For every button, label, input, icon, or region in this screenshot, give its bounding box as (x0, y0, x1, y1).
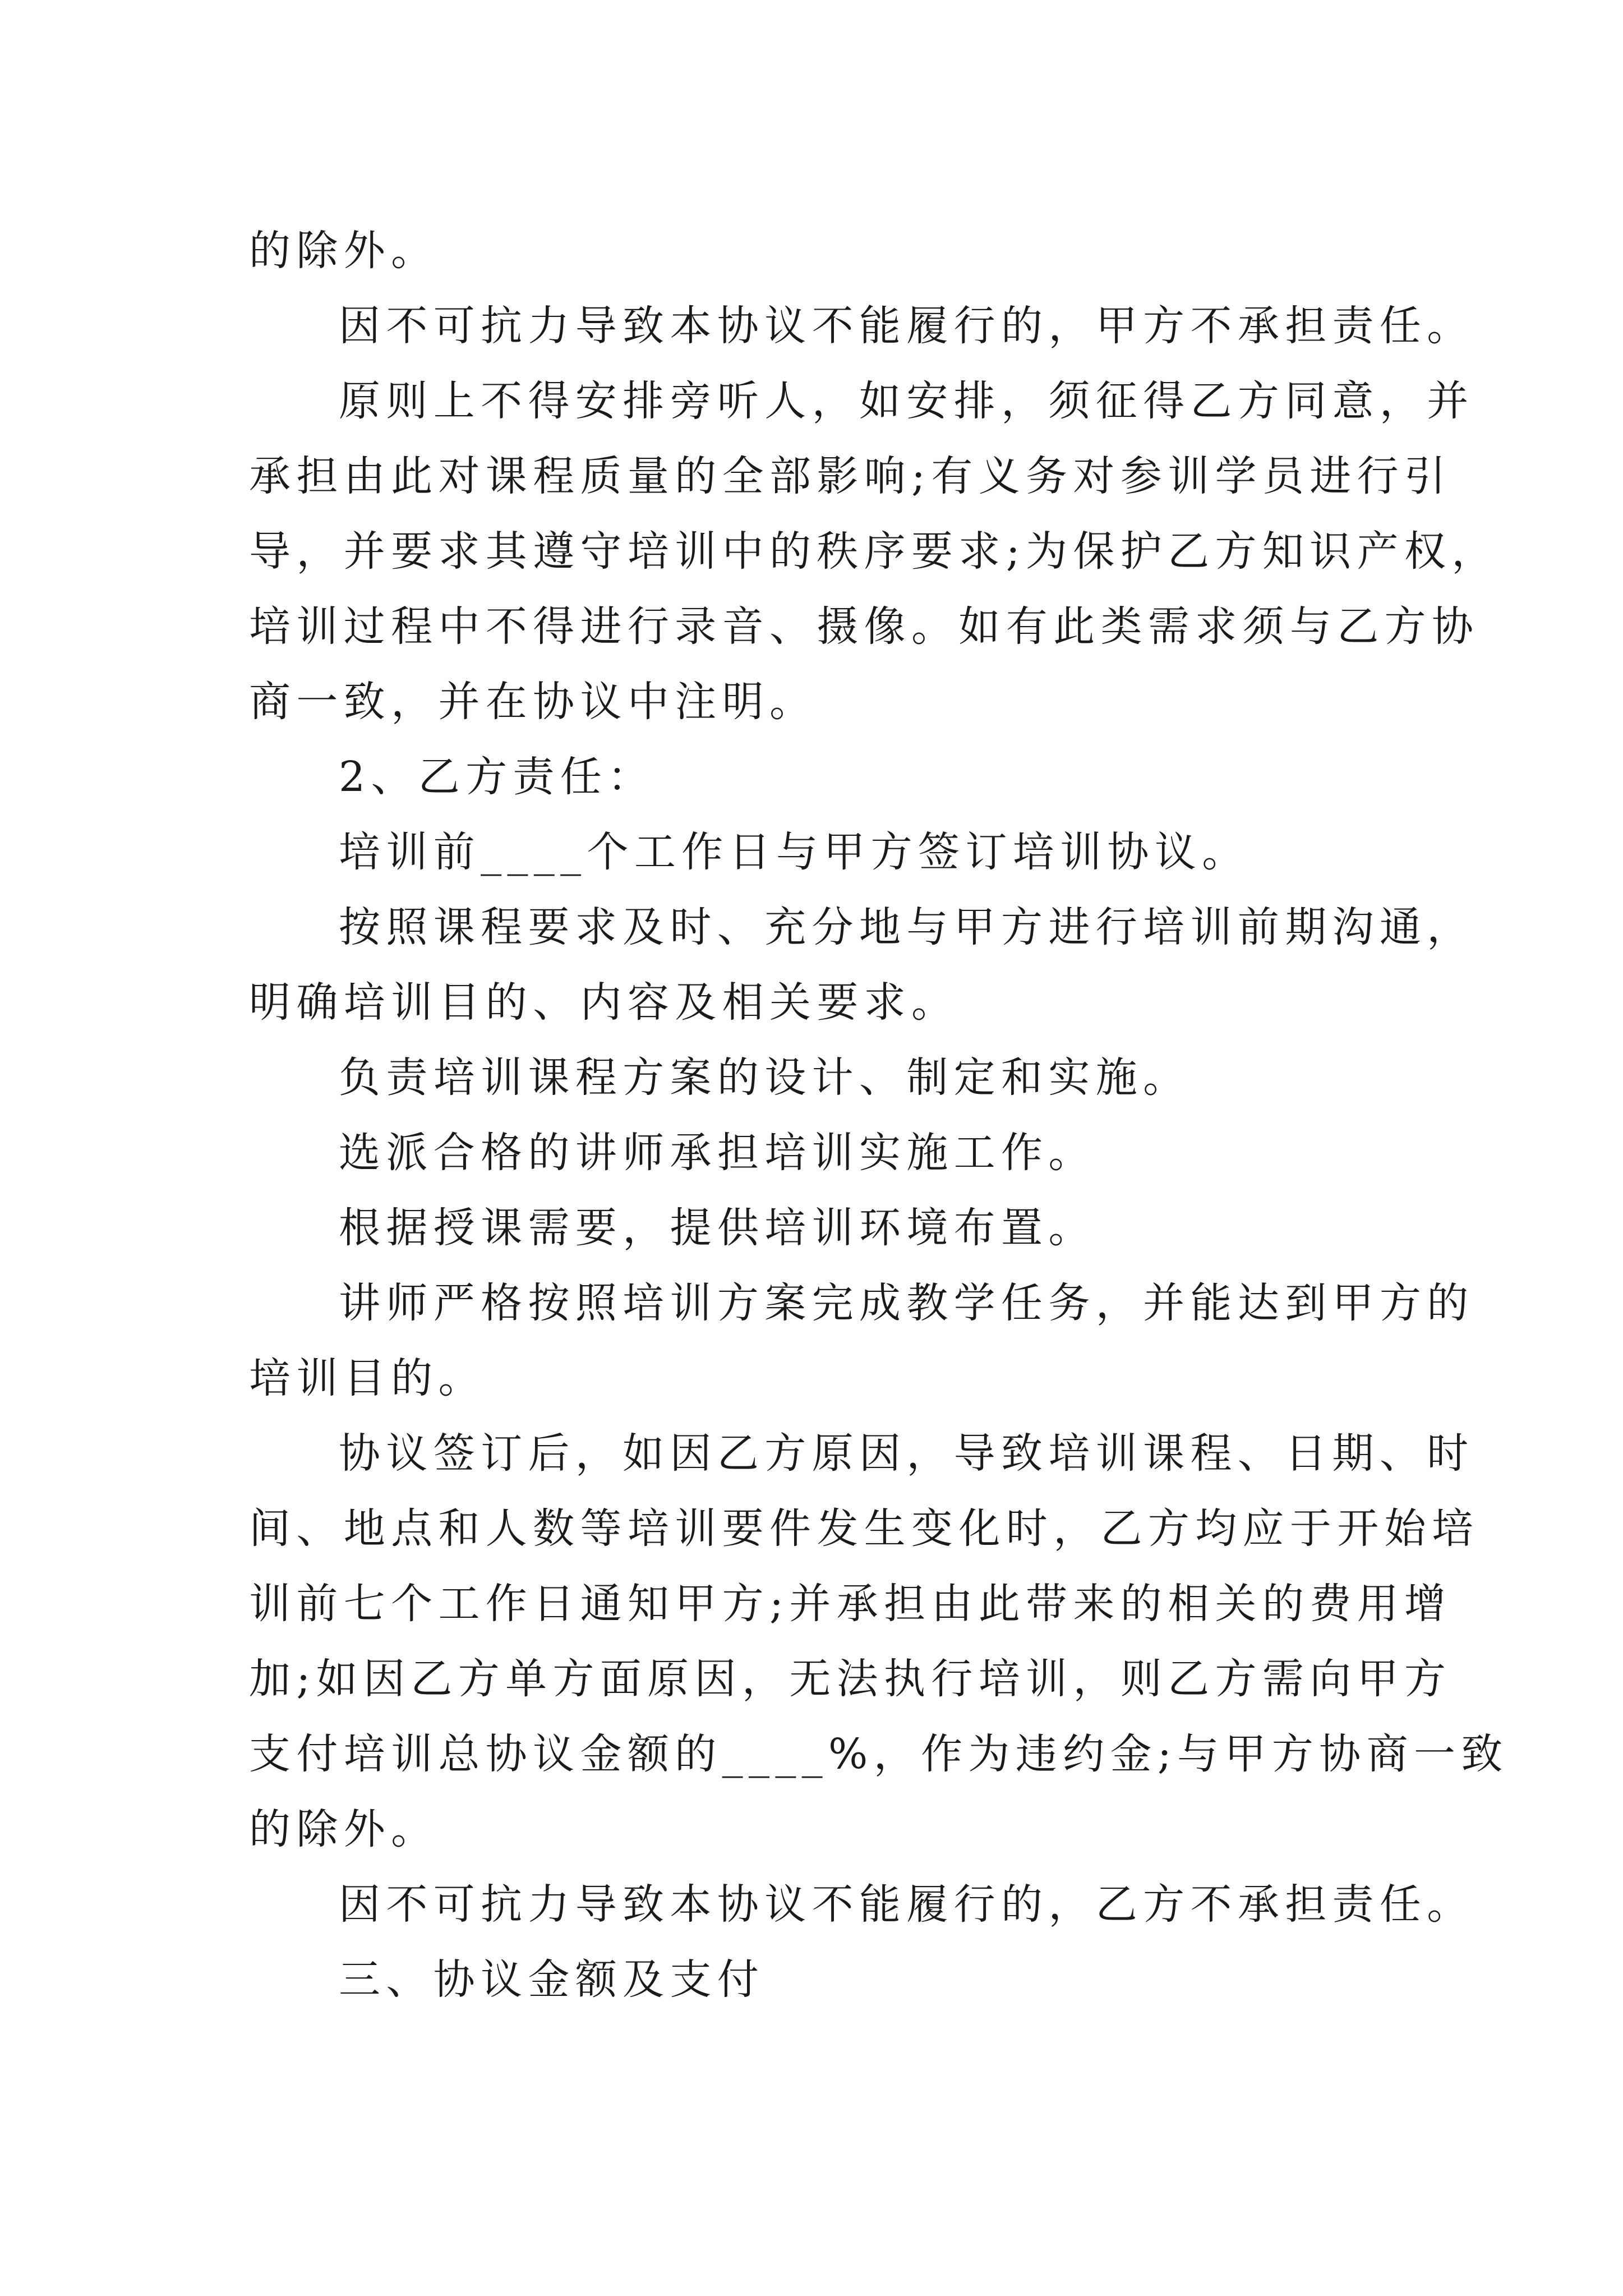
text-line: 原则上不得安排旁听人，如安排，须征得乙方同意，并 (339, 377, 1474, 425)
text-line: 的除外。 (249, 1805, 439, 1853)
section-heading: 2、乙方责任： (339, 753, 655, 801)
text-line: 支付培训总协议金额的____%，作为违约金;与甲方协商一致 (249, 1730, 1509, 1778)
section-heading: 三、协议金额及支付 (339, 1955, 765, 2004)
text-line: 的除外。 (249, 227, 439, 275)
text-line: 培训过程中不得进行录音、摄像。如有此类需求须与乙方协 (249, 602, 1479, 651)
text-line: 明确培训目的、内容及相关要求。 (249, 978, 959, 1027)
text-line: 承担由此对课程质量的全部影响;有义务对参训学员进行引 (249, 452, 1452, 500)
text-line: 培训目的。 (249, 1354, 486, 1402)
text-line: 培训前____个工作日与甲方签订培训协议。 (339, 828, 1249, 876)
text-line: 因不可抗力导致本协议不能履行的，甲方不承担责任。 (339, 302, 1474, 350)
text-line: 因不可抗力导致本协议不能履行的，乙方不承担责任。 (339, 1880, 1474, 1929)
text-line: 训前七个工作日通知甲方;并承担由此带来的相关的费用增 (249, 1580, 1452, 1628)
text-line: 商一致，并在协议中注明。 (249, 678, 817, 726)
text-line: 加;如因乙方单方面原因，无法执行培训，则乙方需向甲方 (249, 1655, 1452, 1703)
text-line: 间、地点和人数等培训要件发生变化时，乙方均应于开始培 (249, 1504, 1479, 1553)
text-line: 导，并要求其遵守培训中的秩序要求;为保护乙方知识产权， (249, 527, 1499, 576)
text-line: 选派合格的讲师承担培训实施工作。 (339, 1129, 1096, 1177)
text-line: 负责培训课程方案的设计、制定和实施。 (339, 1053, 1191, 1102)
text-line: 根据授课需要，提供培训环境布置。 (339, 1204, 1096, 1252)
text-line: 协议签订后，如因乙方原因，导致培训课程、日期、时 (339, 1429, 1474, 1478)
text-line: 讲师严格按照培训方案完成教学任务，并能达到甲方的 (339, 1279, 1474, 1327)
document-body (249, 213, 1509, 2017)
text-line: 按照课程要求及时、充分地与甲方进行培训前期沟通， (339, 903, 1474, 951)
